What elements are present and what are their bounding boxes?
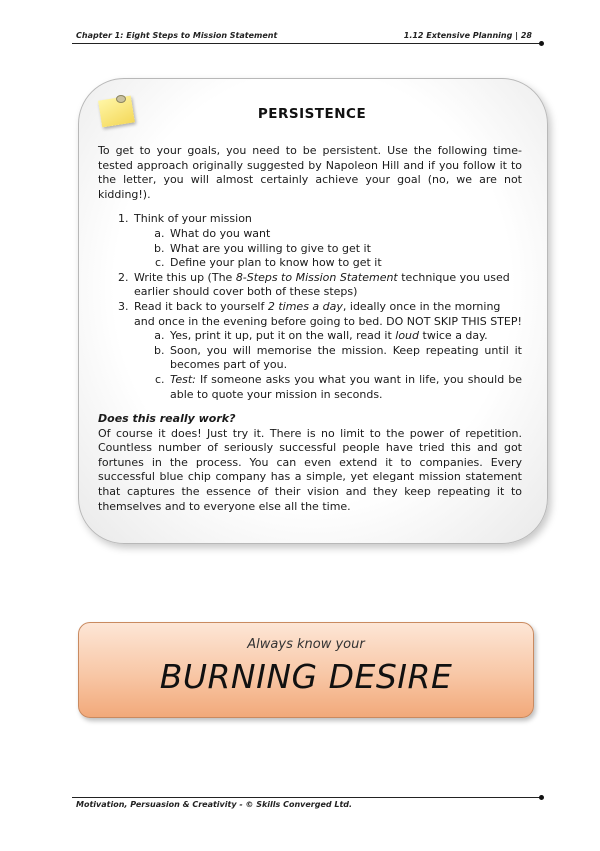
header-rule — [72, 43, 540, 44]
header-separator: | — [515, 31, 519, 40]
banner-title: BURNING DESIRE — [159, 657, 453, 696]
step-3a-emphasis: loud — [395, 329, 420, 343]
step-3c-after: If someone asks you what you want in life, you should be able to quote your mission in seconds. — [170, 372, 522, 401]
step-3-text-after: , ideally once in the morning and once in the evening before going to bed. DO NOT SKIP THIS STEP! — [134, 299, 522, 328]
step-2-text-after: technique you used earlier should cover both of these steps) — [134, 270, 510, 299]
intro-paragraph: To get to your goals, you need to be persistent. Use the following time-tested approach originally suggested by Napoleon Hill and if you follow it to the letter, you will almost certainly achieve your goal (no, we are not kidding!). — [98, 144, 522, 201]
step-1b: b. What are you willing to give to get it — [168, 242, 522, 257]
step-3-sublist — [134, 329, 522, 402]
page-footer: Motivation, Persuasion & Creativity - © Skills Converged Ltd. — [76, 800, 353, 809]
step-2-text-before: Write this up (The — [134, 270, 236, 284]
step-3a — [168, 329, 522, 344]
step-1-sublist — [134, 227, 522, 271]
box-title: PERSISTENCE — [257, 106, 367, 122]
question-heading: Does this really work? — [98, 412, 236, 426]
step-3a-after: twice a day. — [419, 329, 488, 343]
page-header — [72, 30, 538, 44]
chapter-title: Chapter 1: Eight Steps to Mission Statement — [76, 31, 278, 40]
step-3 — [132, 300, 522, 402]
step-1 — [132, 212, 522, 270]
footer-rule — [72, 797, 540, 798]
section-and-page — [404, 31, 532, 40]
box-content — [98, 144, 522, 514]
step-3b: b. Soon, you will memorise the mission. Keep repeating until it becomes part of you. — [168, 344, 522, 373]
footer-rule-dot — [539, 795, 544, 800]
step-3-text-before: Read it back to yourself — [134, 299, 268, 313]
step-3c-emphasis: Test: — [170, 372, 196, 386]
steps-list — [98, 212, 522, 402]
step-3a-before: Yes, print it up, put it on the wall, read it — [170, 329, 396, 343]
step-1-text: Think of your mission — [134, 212, 252, 226]
section-title: 1.12 Extensive Planning — [403, 31, 513, 40]
answer-paragraph: Of course it does! Just try it. There is no limit to the power of repetition. Countless number of seriously successful people have tried this and got fortunes in the process. You can even extend it to companies. Every successful blue chip company has a simple, yet elegant mission statement that captures the essence of their vision and they keep repeating it to themselves and to everyone else all the time. — [98, 426, 522, 513]
header-rule-dot — [539, 41, 544, 46]
step-2 — [132, 271, 522, 300]
step-3-emphasis: 2 times a day — [267, 299, 343, 313]
burning-desire-banner — [78, 622, 534, 718]
page-number: 28 — [520, 31, 532, 40]
step-1c: c. Define your plan to know how to get it — [168, 256, 522, 271]
step-2-emphasis: 8-Steps to Mission Statement — [235, 270, 398, 284]
step-3c — [168, 373, 522, 402]
pushpin-icon — [116, 95, 126, 103]
step-1a: a. What do you want — [168, 227, 522, 242]
banner-subtitle: Always know your — [247, 637, 365, 652]
